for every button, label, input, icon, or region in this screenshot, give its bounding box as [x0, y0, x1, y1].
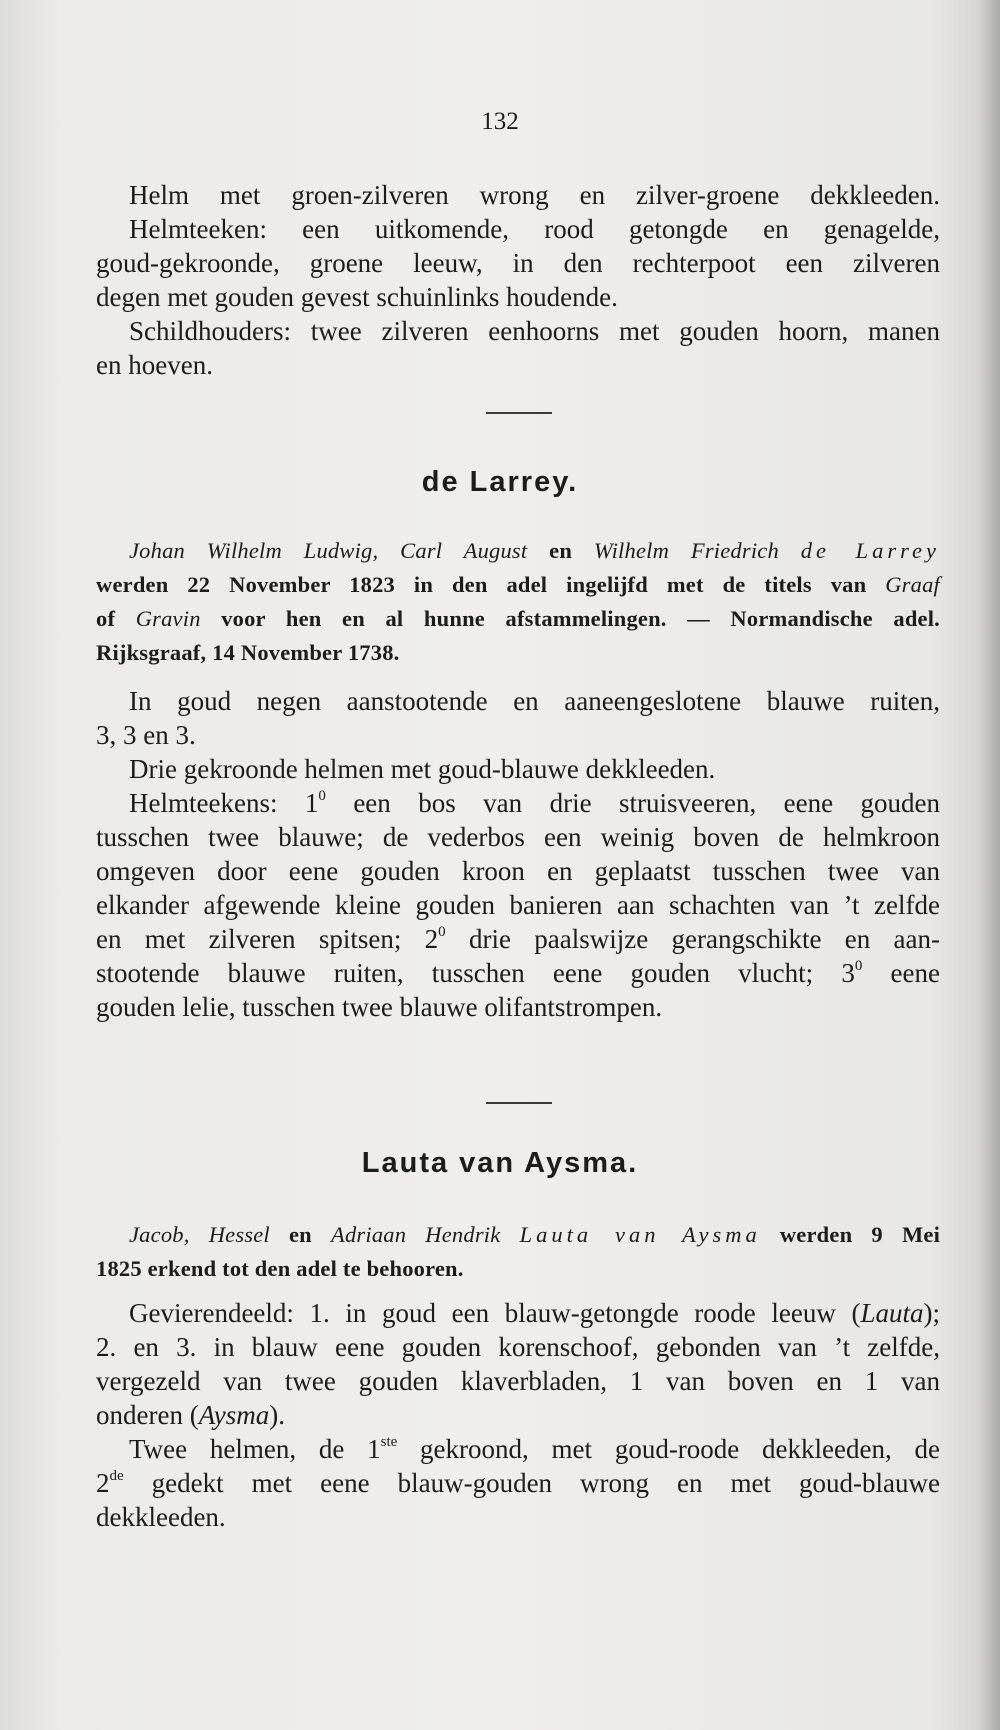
section-heading-larrey: de Larrey. [421, 466, 579, 498]
text-span: ). [269, 1400, 285, 1430]
text-span: eene [862, 958, 940, 988]
text-span: Helmteekens: 1 [129, 788, 319, 818]
text-line: elkander afgewende kleine gouden banieren aan schachten van ’t zelfde [96, 890, 940, 920]
intro-text: werden 9 Mei [779, 1222, 941, 1247]
text-line: In goud negen aanstootende en aaneengeslotene blauwe ruiten, [129, 686, 940, 716]
family-name: de Larrey [800, 538, 941, 563]
text-span: een bos van drie struisveeren, eene gouden [325, 788, 940, 818]
text-line: Drie gekroonde helmen met goud-blauwe dekkleeden. [129, 754, 716, 784]
text-line: gouden lelie, tusschen twee blauwe olifantstrompen. [96, 992, 663, 1022]
ordinal-superscript: 0 [318, 788, 326, 804]
text-span: ); [923, 1298, 940, 1328]
text-span: gekroond, met goud-roode dekkleeden, de [397, 1434, 940, 1464]
larrey-intro [96, 534, 940, 670]
text-line: degen met gouden gevest schuinlinks houdende. [96, 282, 618, 312]
text-line [96, 922, 940, 956]
person-name: Jacob [129, 1222, 184, 1247]
text-line: Helm met groen-zilveren wrong en zilver-groene dekkleeden. [129, 180, 940, 210]
text-span: Twee helmen, de 1 [129, 1434, 381, 1464]
ordinal-superscript: de [109, 1468, 124, 1484]
text-line [96, 956, 940, 990]
text-line: 2. en 3. in blauw eene gouden korenschoof, gebonden van ’t zelfde, [96, 1332, 940, 1362]
text-line: Helmteeken: een uitkomende, rood getongde en genagelde, [129, 214, 940, 244]
family-reference: Lauta [860, 1298, 924, 1328]
intro-text: voor hen en al hunne afstammelingen. — Normandische adel. [221, 606, 940, 631]
person-name: Carl August [400, 538, 528, 563]
intro-line: Rijksgraaf, 14 November 1738. [96, 640, 400, 665]
person-name: Wilhelm Friedrich [593, 538, 779, 563]
ordinal-superscript: 0 [438, 924, 446, 940]
page-number: 132 [481, 108, 519, 135]
text-span: stootende blauwe ruiten, tusschen eene gouden vlucht; 3 [96, 958, 855, 988]
ordinal-superscript: ste [380, 1434, 398, 1450]
person-name: Adriaan Hendrik [331, 1222, 501, 1247]
text-line: dekkleeden. [96, 1502, 226, 1532]
text-span: onderen ( [96, 1400, 199, 1430]
section-divider [486, 1102, 552, 1104]
text-span: en met zilveren spitsen; 2 [96, 924, 439, 954]
conjunction: en [289, 1222, 312, 1247]
text-line: tusschen twee blauwe; de vederbos een weinig boven de helmkroon [96, 822, 940, 852]
text-line: 3, 3 en 3. [96, 720, 196, 750]
text-span: 2 [96, 1468, 110, 1498]
family-reference: Aysma [198, 1400, 270, 1430]
section-divider [486, 412, 552, 414]
family-name: Lauta van Aysma [519, 1222, 761, 1247]
text-line [96, 1432, 940, 1466]
intro-line [96, 568, 940, 602]
title-word: Gravin [135, 606, 201, 631]
intro-line [96, 534, 940, 568]
text-line: vergezeld van twee gouden klaverbladen, 1 van boven en 1 van [96, 1366, 940, 1396]
text-line: Schildhouders: twee zilveren eenhoorns met gouden hoorn, manen [129, 316, 940, 346]
text-line [96, 1398, 940, 1432]
text-line: omgeven door eene gouden kroon en geplaatst tusschen twee van [96, 856, 940, 886]
intro-text: werden 22 November 1823 in den adel ingelijfd met de titels van [96, 572, 867, 597]
text-span: drie paalswijze gerangschikte en aan- [445, 924, 940, 954]
text-line: goud-gekroonde, groene leeuw, in den rechterpoot een zilveren [96, 248, 940, 278]
person-name: Johan Wilhelm Ludwig [129, 538, 373, 563]
conjunction: en [549, 538, 573, 563]
person-name: Hessel [208, 1222, 270, 1247]
page-spine-shadow [978, 0, 1000, 1730]
intro-line [96, 602, 940, 636]
title-word: Graaf [885, 572, 940, 597]
intro-line: 1825 erkend tot den adel te behooren. [96, 1256, 464, 1281]
punctuation: , [372, 538, 379, 563]
aysma-intro [96, 1218, 940, 1286]
section-heading-aysma: Lauta van Aysma. [361, 1147, 639, 1179]
aysma-arms [96, 1296, 940, 1534]
intro-text: of [96, 606, 116, 631]
punctuation: , [183, 1222, 190, 1247]
text-line [96, 1466, 940, 1500]
larrey-arms [96, 684, 940, 1024]
top-section [96, 178, 940, 382]
text-line [96, 786, 940, 820]
text-span: gedekt met eene blauw-gouden wrong en met goud-blauwe [123, 1468, 940, 1498]
ordinal-superscript: 0 [854, 958, 863, 974]
text-line [96, 1296, 940, 1330]
text-line: en hoeven. [96, 350, 213, 380]
text-span: Gevierendeeld: 1. in goud een blauw-getongde roode leeuw ( [129, 1298, 861, 1328]
intro-line [96, 1218, 940, 1252]
